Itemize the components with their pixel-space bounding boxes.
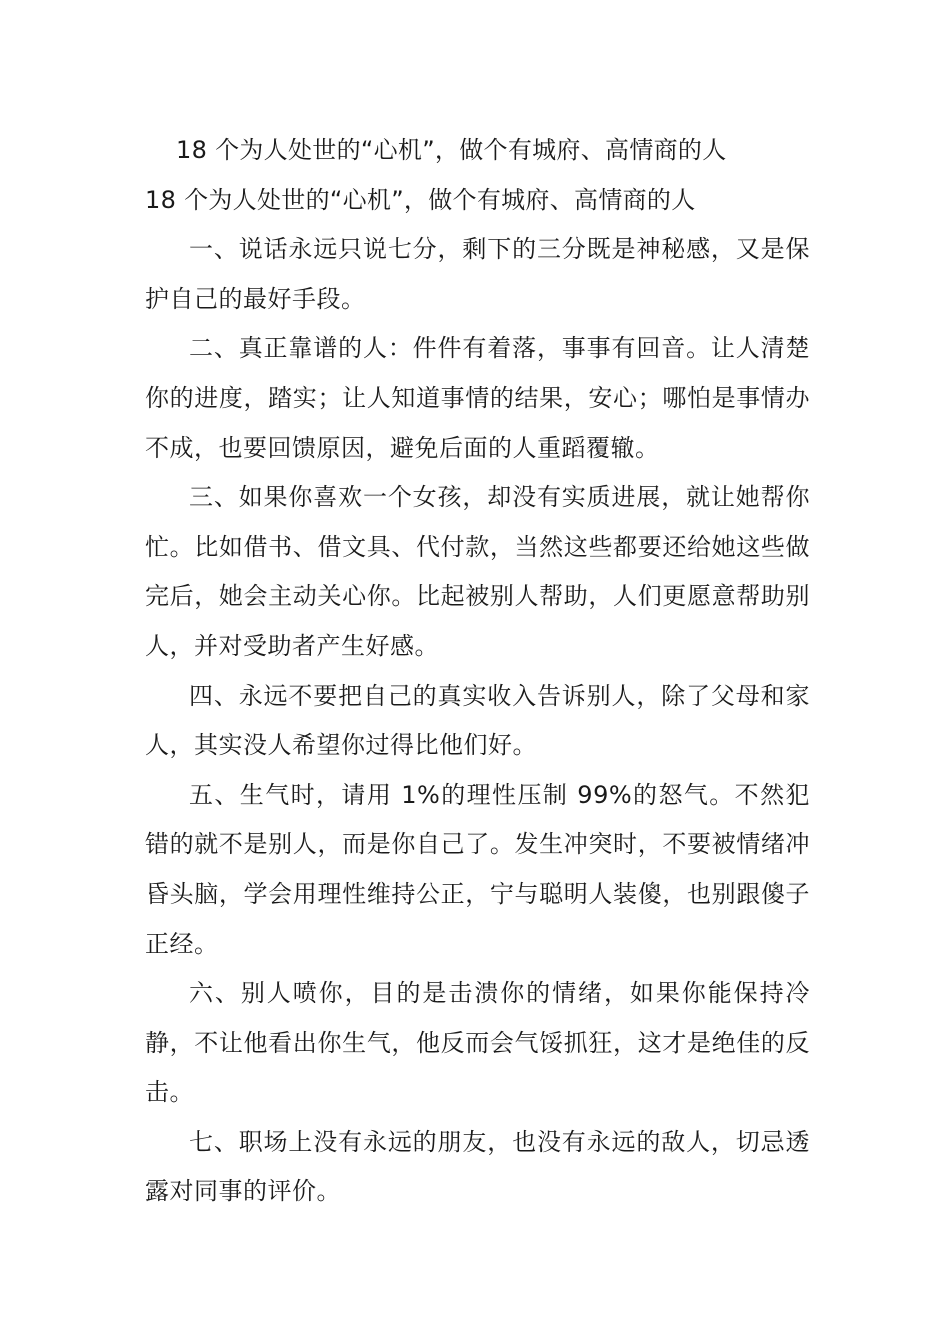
- document-title: 18 个为人处世的“心机”，做个有城府、高情商的人: [176, 136, 727, 164]
- document-subtitle: 18 个为人处世的“心机”，做个有城府、高情商的人: [145, 185, 696, 214]
- paragraph-7: 七、职场上没有永远的朋友，也没有永远的敌人，切忌透露对同事的评价。: [145, 1127, 810, 1206]
- paragraph-6: 六、别人喷你，目的是击溃你的情绪，如果你能保持冷静，不让他看出你生气，他反而会气馁抓狂，这才是绝佳的反击。: [145, 979, 810, 1107]
- paragraph-2: 二、真正靠谱的人：件件有着落，事事有回音。让人清楚你的进度，踏实；让人知道事情的结果，安心；哪怕是事情办不成，也要回馈原因，避免后面的人重蹈覆辙。: [145, 334, 810, 462]
- paragraph-4: 四、永远不要把自己的真实收入告诉别人，除了父母和家人，其实没人希望你过得比他们好。: [145, 681, 810, 760]
- paragraph-5: 五、生气时，请用 1%的理性压制 99%的怒气。不然犯错的就不是别人，而是你自己了。发生冲突时，不要被情绪冲昏头脑，学会用理性维持公正，宁与聪明人装傻，也别跟傻子正经。: [145, 780, 810, 958]
- document-page: [145, 126, 810, 1217]
- paragraph-1: 一、说话永远只说七分，剩下的三分既是神秘感，又是保护自己的最好手段。: [145, 235, 810, 313]
- paragraph-3: 三、如果你喜欢一个女孩，却没有实质进展，就让她帮你忙。比如借书、借文具、代付款，当然这些都要还给她这些做完后，她会主动关心你。比起被别人帮助，人们更愿意帮助别人，并对受助者产生好感。: [145, 483, 810, 660]
